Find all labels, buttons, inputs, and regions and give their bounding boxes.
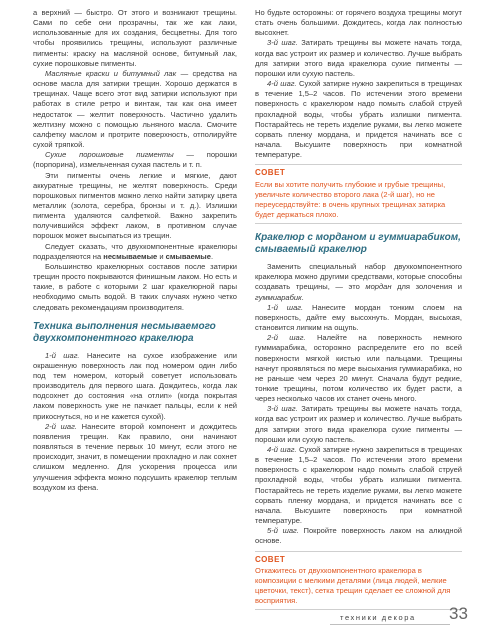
tip-text: Откажитесь от двухкомпонентного кракелюра в композиции с мелкими деталями (лица людей, мелкие цветочки, текст), сетка трещин сделает ее сложной для восприятия. [255,566,462,611]
page-number: 33 [449,604,468,623]
step-text: Налейте на поверхность немного гуммиарабика, осторожно распределите его по всей поверхности мягкой кистью или пальцами. Трещины начнут проявляться по мере высыхания гуммиарабика, но не раньше чем через 20 минут. Сначала будут редкие, тонкие трещины, потом количество их будет расти, а через несколько часов их станет очень много. [255,333,462,404]
term: мордан [365,282,392,292]
step-text: Покройте поверхность лаком на алкидной основе. [255,526,462,546]
footer-divider [330,624,450,625]
step [33,351,237,422]
step [255,404,462,445]
paragraph-text: . [210,251,214,261]
step-label: 5-й шаг. [267,526,299,536]
term: гуммиарабик [255,292,302,302]
step-label: 4-й шаг. [267,79,297,89]
paragraph: Большинство кракелюрных составов после затирки трещин просто покрываются финишным лаком. Но есть и такие, в работе с которыми 2 шаг кракелюрной пары необходимо смыть водой. В таких случаях нужно четко следовать рекомендациям производителя. [33,261,237,312]
tip-heading: СОВЕТ [255,164,462,178]
term: Масляные краски и битумный лак [45,68,177,78]
step-text: Затирать трещины вы можете начать тогда, когда вас устроит их размер и количество. Лучше выбрать для затирки этого вида кракелюра сухие пигменты — порошки или сухую пастель. [255,404,462,444]
paragraph-text: . [301,292,304,302]
step-label: 4-й шаг. [267,444,297,454]
step-label: 1-й шаг. [267,302,304,312]
left-column [33,8,237,493]
step-text: Сухой затирке нужно закрепиться в трещинах в течение 1,5–2 часов. По истечении этого времени поверхность с кракелюром надо помыть слабой струей прохладной воды, чтобы убрать излишки пигмента. Постарайтесь не тереть изделие руками, вы легко можете сорвать пленку мордана, и придется начинать все с начала. Высушите поверхность при комнатной температуре. [255,79,462,160]
paragraph [33,150,237,170]
step-label: 1-й шаг. [45,350,80,360]
step [33,422,237,493]
step [255,38,462,79]
paragraph [255,262,462,303]
paragraph-text: — порошки (порпорина), измельченная сухая пастель и т. п. [33,150,237,170]
term: смываемые [165,251,211,261]
paragraph-text: и [157,251,166,261]
step-text: Нанесите второй компонент и дождитесь появления трещин. Как правило, они начинают появляться в течение первых 10 минут, если этого не происходит, значит, в помещении прохладно и лак сохнет слишком медленно. Для ускорения процесса или улучшения эффекта можно подсушить кракелюр теплым воздухом из фена. [33,421,237,492]
paragraph [33,69,237,150]
step [255,79,462,160]
right-column [255,8,462,613]
step-text: Сухой затирке нужно закрепиться в трещинах в течение 1,5–2 часов. По истечении этого времени поверхность с кракелюром надо помыть слабой струей прохладной воды, чтобы убрать излишки пигмента. Постарайтесь не тереть изделие руками, вы легко можете сорвать пленку мордана, и придется начинать все с начала. Высушите поверхность при комнатной температуре. [255,444,462,526]
step-label: 2-й шаг. [45,421,77,431]
step-label: 3-й шаг. [267,404,298,414]
tip-text: Если вы хотите получить глубокие и грубые трещины, увеличьте количество второго лака (2-й шаг), но не переусердствуйте: в очень крупных трещинах затирка будет держаться плохо. [255,180,462,225]
paragraph: Но будьте осторожны: от горячего воздуха трещины могут стать очень большими. Дождитесь, когда лак полностью высохнет. [255,8,462,38]
section-heading: Кракелюр с морданом и гуммиарабиком, смываемый кракелюр [255,232,461,256]
step [255,445,462,526]
step-label: 3-й шаг. [267,38,298,48]
step-label: 2-й шаг. [267,333,306,343]
step [255,303,462,333]
section-heading: Техника выполнения несмываемого двухкомпонентного кракелюра [33,320,216,344]
paragraph: а верхний — быстро. От этого и возникают трещины. Сами по себе они прозрачны, так же как лаки, использованные для их создания, бесцветны. Для того чтобы проявились трещины, используют различные пигменты: краску на масляной основе, битумный лак, сухие порошковые пигменты. [33,8,237,68]
paragraph-text: для золочения и [391,282,462,292]
term: Сухие порошковые пигменты [45,150,174,160]
paragraph-text: — средства на основе масла для затирки трещин. Хорошо держатся в трещинах. Чаще всего этот вид затирки используют при работах в стиле ретро и винтаж, так как она имеет недостаток — желтит поверхность. Частично удалить желтизну можно с помощью льняного масла. Смочите салфетку маслом и протрите поверхность, отполируйте сухой тряпкой. [33,68,237,150]
paragraph-text: Следует сказать, что двухкомпонентные кракелюры подразделяются на [33,241,237,261]
paragraph [33,242,237,262]
paragraph-text: Заменить специальный набор двухкомпонентного кракелюра можно другими средствами, которые способны создавать трещины, — это [255,262,462,292]
step-text: Нанесите на сухое изображение или окрашенную поверхность лак под номером один либо под тем номером, который советует использовать производитель для первого шага. Дождитесь, когда лак подсохнет до состояния «на отлип» (когда покрытая лаком поверхность уже не пачкает пальцы, если к ней прикоснуться, но и не кажется сухой). [33,350,237,421]
term: несмываемые [103,251,158,261]
step [255,526,462,546]
paragraph: Эти пигменты очень легкие и мягкие, дают аккуратные трещины, не желтят поверхность. Среди порошковых пигментов можно легко найти затирку цвета металлик (золота, серебра, бронзы и т. д.). Излишки пигмента удаляются салфеткой. Важно закрепить получившийся эффект лаком, в противном случае порошок может высыпаться из трещин. [33,170,237,241]
section-label: техники декора [340,613,416,622]
step-text: Нанесите мордан тонким слоем на поверхность, дайте ему высохнуть. Мордан, высыхая, становится липким на ощупь. [255,302,462,333]
step-text: Затирать трещины вы можете начать тогда, когда вас устроит их размер и количество. Лучше выбрать для затирки этого вида кракелюра сухие пигменты — порошки или сухую пастель. [255,38,462,78]
step [255,333,462,404]
tip-heading: СОВЕТ [255,551,462,565]
